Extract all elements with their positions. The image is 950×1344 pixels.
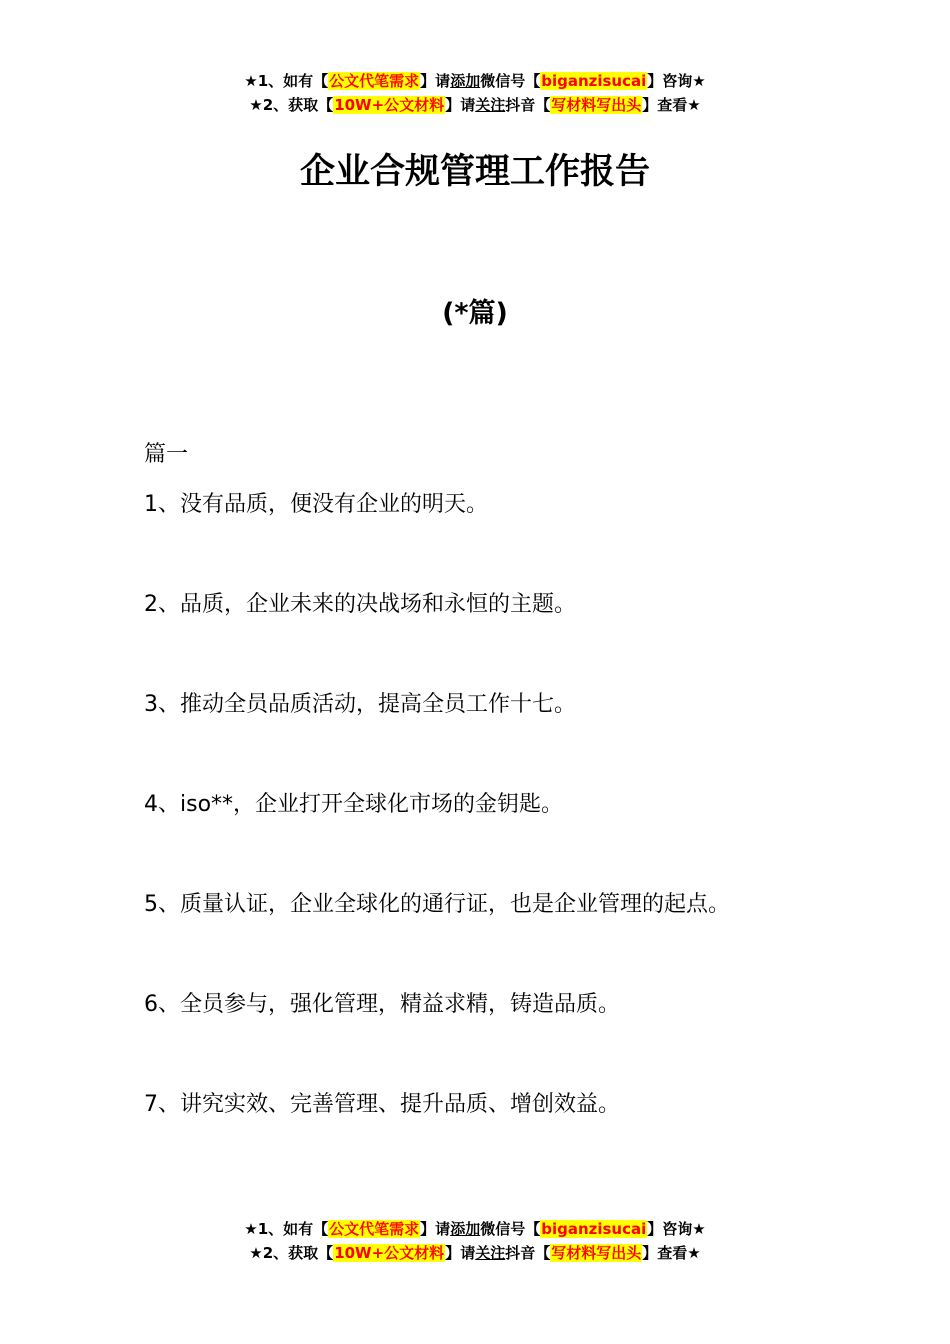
highlight-materials: 10W+公文材料 xyxy=(334,96,445,114)
banner-line-2 xyxy=(0,93,950,117)
highlight-service: 公文代笔需求 xyxy=(329,1220,420,1238)
section-label: 篇一 xyxy=(144,442,189,467)
list-item: 4、iso**，企业打开全球化市场的金钥匙。 xyxy=(144,792,564,817)
banner-text: 】请 xyxy=(420,1220,451,1238)
banner-text: 微信号【 xyxy=(480,1220,541,1238)
banner-text: 】咨询★ xyxy=(647,1220,706,1238)
highlight-materials: 10W+公文材料 xyxy=(334,1244,445,1262)
banner-text: 】请 xyxy=(445,96,476,114)
banner-text: ★1、如有【 xyxy=(244,1220,329,1238)
underlined-text: 添加 xyxy=(450,1220,481,1238)
banner-line-1 xyxy=(0,1217,950,1241)
banner-text: 】请 xyxy=(420,72,451,90)
banner-text: 微信号【 xyxy=(480,72,541,90)
banner-line-2 xyxy=(0,1241,950,1265)
highlight-service: 公文代笔需求 xyxy=(329,72,420,90)
highlight-wechat-id: biganzisucai xyxy=(541,1220,647,1238)
footer-banner xyxy=(0,1217,950,1265)
list-item: 3、推动全员品质活动，提高全员工作十七。 xyxy=(144,692,576,717)
list-item: 1、没有品质，便没有企业的明天。 xyxy=(144,492,488,517)
list-item: 5、质量认证，企业全球化的通行证，也是企业管理的起点。 xyxy=(144,892,730,917)
document-title: 企业合规管理工作报告 xyxy=(299,152,650,192)
banner-text: 】查看★ xyxy=(642,1244,701,1262)
underlined-text: 添加 xyxy=(450,72,481,90)
banner-text: ★1、如有【 xyxy=(244,72,329,90)
banner-text: 】查看★ xyxy=(642,96,701,114)
header-banner xyxy=(0,69,950,117)
banner-text: ★2、获取【 xyxy=(249,1244,334,1262)
banner-text: 】咨询★ xyxy=(647,72,706,90)
banner-text: ★2、获取【 xyxy=(249,96,334,114)
banner-text: 抖音【 xyxy=(505,1244,551,1262)
list-item: 7、讲究实效、完善管理、提升品质、增创效益。 xyxy=(144,1092,620,1117)
highlight-douyin-account: 写材料写出头 xyxy=(551,1244,642,1262)
banner-text: 】请 xyxy=(445,1244,476,1262)
banner-text: 抖音【 xyxy=(505,96,551,114)
list-item: 6、全员参与，强化管理，精益求精，铸造品质。 xyxy=(144,992,620,1017)
highlight-douyin-account: 写材料写出头 xyxy=(551,96,642,114)
banner-line-1 xyxy=(0,69,950,93)
underlined-text: 关注 xyxy=(475,1244,506,1262)
highlight-wechat-id: biganzisucai xyxy=(541,72,647,90)
underlined-text: 关注 xyxy=(475,96,506,114)
list-item: 2、品质，企业未来的决战场和永恒的主题。 xyxy=(144,592,576,617)
slogan-list xyxy=(144,487,904,1187)
document-subtitle: (*篇) xyxy=(442,298,508,329)
